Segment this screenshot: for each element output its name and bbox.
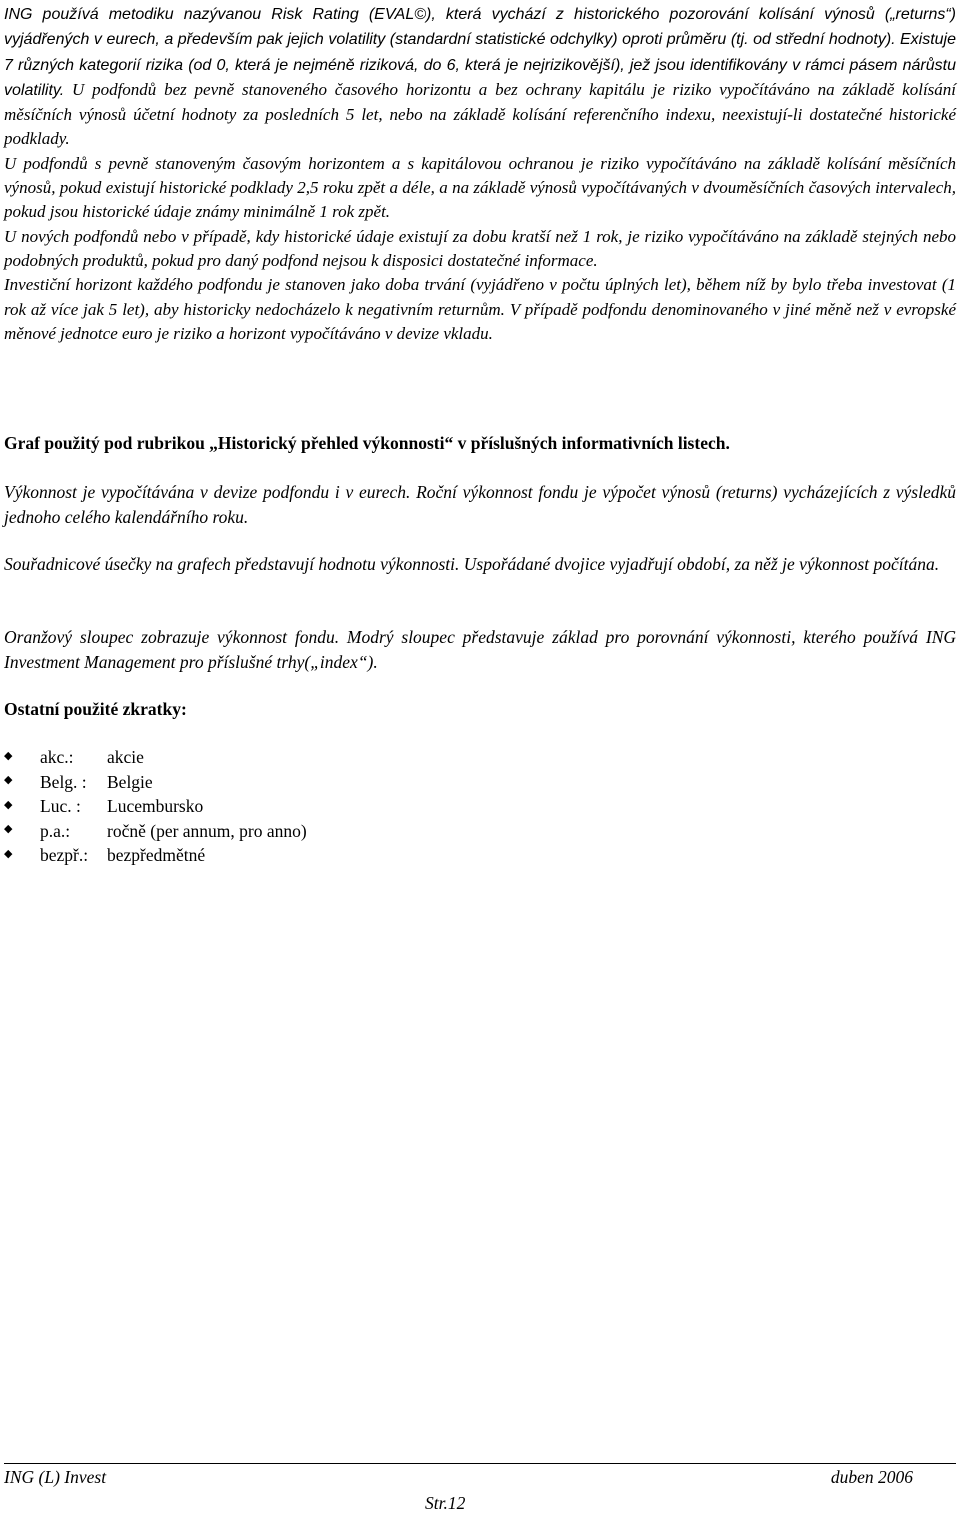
abbreviation-list xyxy=(4,745,307,868)
abbreviation-meaning: bezpředmětné xyxy=(107,845,206,865)
paragraph-axes: Souřadnicové úsečky na grafech představují hodnotu výkonnosti. Uspořádané dvojice vyjadřují období, za něž je výkonnost počítána. xyxy=(4,554,940,574)
abbreviation-meaning: ročně (per annum, pro anno) xyxy=(107,820,307,841)
paragraph-columns: Oranžový sloupec zobrazuje výkonnost fondu. Modrý sloupec představuje základ pro porovnání výkonnosti, kterého používá ING Investment Management pro příslušné trhy(„index“). xyxy=(4,627,956,672)
list-item xyxy=(4,819,307,844)
diamond-bullet-icon: ◆ xyxy=(4,847,13,860)
abbreviation-meaning: Belgie xyxy=(107,771,153,792)
paragraph-performance: Výkonnost je vypočítávána v devize podfondu i v eurech. Roční výkonnost fondu je výpočet výnosů (returns) vycházejících z výsledků jednoho celého kalendářního roku. xyxy=(4,482,956,527)
paragraph-risk-categories: Existuje 7 různých kategorií rizika (od 0, která je nejméně riziková, do 6, která je nejrizikovější), jež jsou identifikovány v rámci pásem nárůstu volatility. xyxy=(4,31,956,99)
paragraph-investment-horizon-a: Investiční horizont každého podfondu je stanoven jako doba trvání (vyjádřeno v počtu úplných let), během níž by bylo třeba investovat (1 rok až více jak 5 let), aby historicky nedocházelo k negativním returnům. xyxy=(4,275,956,319)
list-item xyxy=(4,745,307,770)
footer-document-name: ING (L) Invest xyxy=(4,1467,107,1487)
abbreviation: Belg. : xyxy=(40,771,87,792)
abbreviation-meaning: Lucembursko xyxy=(107,796,204,816)
heading-abbreviations: Ostatní použité zkratky: xyxy=(4,699,187,719)
paragraph-risk-rating-intro: ING používá metodiku nazývanou Risk Rating (EVAL©), která vychází z historického pozorování kolísání výnosů („returns“) vyjádřených v eurech, a především pak jejich volatility (standardní statistické odchylky) oproti průměru (tj. od střední hodnoty). xyxy=(4,6,956,49)
footer-date: duben 2006 xyxy=(830,1467,913,1487)
diamond-bullet-icon: ◆ xyxy=(4,798,13,811)
paragraph-risk-rating xyxy=(4,2,956,152)
paragraph-no-horizon: U podfondů bez pevně stanoveného časového horizontu a bez ochrany kapitálu je riziko vypočítáváno na základě kolísání měsíčních výnosů účetní hodnoty za posledních 5 let, nebo na základě kolísání referenčního indexu, neexistují-li dostatečné historické podklady. xyxy=(4,79,957,149)
diamond-bullet-icon: ◆ xyxy=(4,823,13,836)
paragraph-new-subfunds: U nových podfondů nebo v případě, kdy historické údaje existují za dobu kratší než 1 rok, je riziko vypočítáváno na základě stejných nebo podobných produktů, pokud pro daný podfond nejsou k disposici dostatečné informace. xyxy=(4,226,956,270)
abbreviation: akc.: xyxy=(40,747,74,767)
abbreviation: bezpř.: xyxy=(40,845,89,865)
footer-divider xyxy=(4,1463,956,1464)
abbreviation: p.a.: xyxy=(40,820,71,841)
diamond-bullet-icon: ◆ xyxy=(4,749,13,762)
list-item xyxy=(4,843,307,868)
abbreviation: Luc. : xyxy=(40,796,81,816)
diamond-bullet-icon: ◆ xyxy=(4,774,13,787)
heading-graph: Graf použitý pod rubrikou „Historický přehled výkonnosti“ v příslušných informativních listech. xyxy=(4,433,730,453)
page-number: Str.12 xyxy=(425,1493,466,1513)
list-item xyxy=(4,794,307,819)
list-item xyxy=(4,770,307,795)
paragraph-investment-horizon xyxy=(4,273,956,346)
risk-rating-section xyxy=(4,2,956,346)
paragraph-investment-horizon-b: V případě podfondu denominovaného v jiné měně než v evropské měnové jednotce euro je riziko a horizont vypočítáváno v devize vkladu. xyxy=(4,299,956,343)
paragraph-fixed-horizon: U podfondů s pevně stanoveným časovým horizontem a s kapitálovou ochranou je riziko vypočítáváno na základě kolísání měsíčních výnosů, pokud existují historické podklady 2,5 roku zpět a déle, a na základě výnosů vypočítávaných v dvouměsíčních časových intervalech, pokud jsou historické údaje známy minimálně 1 rok zpět. xyxy=(4,153,956,222)
abbreviation-meaning: akcie xyxy=(107,747,144,767)
